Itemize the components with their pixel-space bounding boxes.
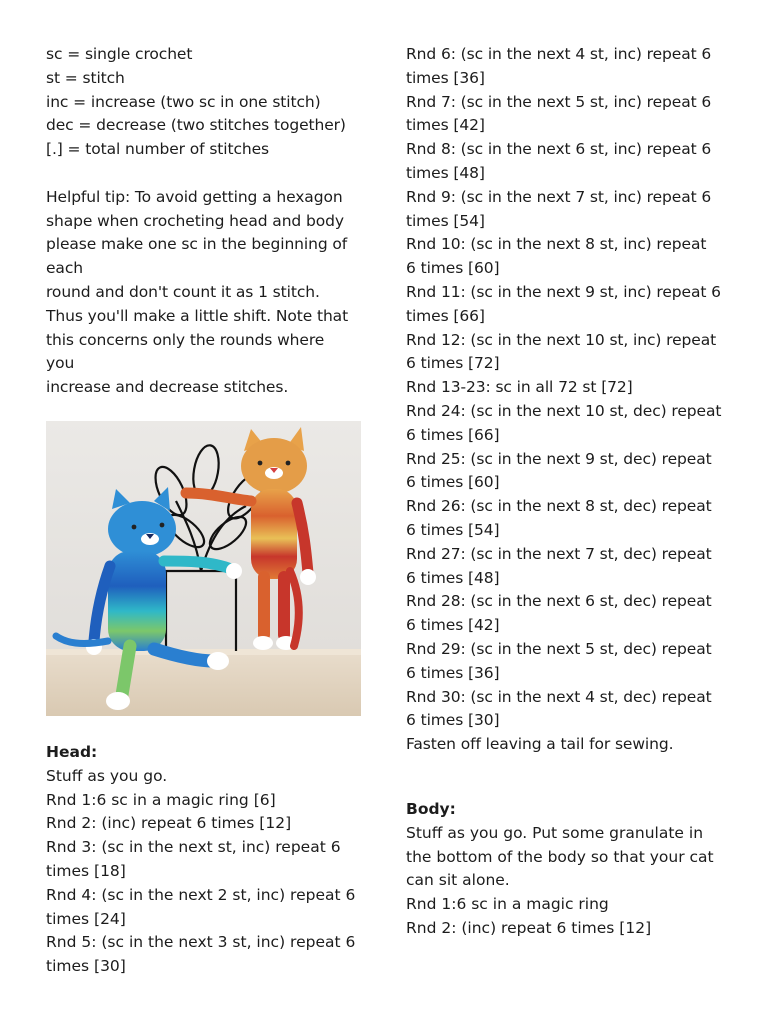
head-line: Rnd 4: (sc in the next 2 st, inc) repeat 6 bbox=[46, 885, 356, 904]
head-line: Rnd 2: (inc) repeat 6 times [12] bbox=[46, 814, 292, 833]
legend-line: sc = single crochet bbox=[46, 45, 193, 63]
helpful-tip bbox=[46, 186, 376, 400]
round-line: Rnd 11: (sc in the next 9 st, inc) repeat 6 bbox=[406, 282, 721, 301]
body-line: Rnd 1:6 sc in a magic ring bbox=[406, 895, 609, 914]
tip-line: shape when crocheting head and body bbox=[46, 211, 344, 230]
legend-line: dec = decrease (two stitches together) bbox=[46, 116, 346, 135]
tip-line: please make one sc in the beginning of bbox=[46, 235, 348, 254]
left-column bbox=[46, 43, 376, 400]
round-line: Rnd 7: (sc in the next 5 st, inc) repeat 6 bbox=[406, 92, 712, 111]
fasten-off-line: Fasten off leaving a tail for sewing. bbox=[406, 735, 674, 754]
legend-line: st = stitch bbox=[46, 68, 125, 87]
head-line: Rnd 3: (sc in the next st, inc) repeat 6 bbox=[46, 838, 341, 857]
round-line: Rnd 27: (sc in the next 7 st, dec) repeat bbox=[406, 544, 712, 563]
round-line: 6 times [30] bbox=[406, 711, 500, 730]
tip-line: Helpful tip: To avoid getting a hexagon bbox=[46, 187, 343, 206]
round-line: Rnd 26: (sc in the next 8 st, dec) repeat bbox=[406, 497, 712, 516]
round-line: Rnd 9: (sc in the next 7 st, inc) repeat 6 bbox=[406, 187, 712, 206]
body-line: Stuff as you go. Put some granulate in bbox=[406, 823, 704, 842]
spacer bbox=[46, 162, 376, 186]
photo-illustration bbox=[46, 421, 361, 716]
round-line: 6 times [42] bbox=[406, 616, 500, 635]
round-line: Rnd 25: (sc in the next 9 st, dec) repeat bbox=[406, 449, 712, 468]
body-line: can sit alone. bbox=[406, 871, 510, 890]
head-line: times [30] bbox=[46, 957, 126, 976]
round-line: Rnd 13-23: sc in all 72 st [72] bbox=[406, 378, 633, 397]
round-line: times [42] bbox=[406, 116, 485, 135]
body-line: Rnd 2: (inc) repeat 6 times [12] bbox=[406, 918, 652, 937]
tip-line: round and don't count it as 1 stitch. bbox=[46, 282, 320, 301]
head-line: Stuff as you go. bbox=[46, 766, 168, 785]
body-instructions bbox=[406, 798, 736, 941]
tip-line: Thus you'll make a little shift. Note that bbox=[46, 306, 349, 325]
abbreviation-legend bbox=[46, 43, 376, 162]
round-line: times [54] bbox=[406, 211, 485, 230]
round-line: 6 times [72] bbox=[406, 354, 500, 373]
head-instructions bbox=[46, 741, 376, 979]
round-line: 6 times [36] bbox=[406, 663, 500, 682]
round-line: times [66] bbox=[406, 306, 485, 325]
round-line: Rnd 12: (sc in the next 10 st, inc) repeat bbox=[406, 330, 717, 349]
round-line: 6 times [48] bbox=[406, 568, 500, 587]
round-line: 6 times [54] bbox=[406, 520, 500, 539]
round-line: times [36] bbox=[406, 68, 485, 87]
round-line: 6 times [60] bbox=[406, 259, 500, 278]
tip-line: this concerns only the rounds where bbox=[46, 330, 325, 349]
round-line: 6 times [60] bbox=[406, 473, 500, 492]
tip-line: each bbox=[46, 259, 83, 278]
round-line: Rnd 28: (sc in the next 6 st, dec) repeat bbox=[406, 592, 712, 611]
round-line: Rnd 29: (sc in the next 5 st, dec) repeat bbox=[406, 639, 712, 658]
head-line: times [24] bbox=[46, 909, 126, 928]
legend-line: inc = increase (two sc in one stitch) bbox=[46, 92, 321, 111]
round-line: Rnd 30: (sc in the next 4 st, dec) repeat bbox=[406, 687, 712, 706]
head-line: Rnd 5: (sc in the next 3 st, inc) repeat 6 bbox=[46, 933, 356, 952]
body-title: Body: bbox=[406, 800, 456, 818]
right-column bbox=[406, 43, 736, 757]
round-line: Rnd 8: (sc in the next 6 st, inc) repeat 6 bbox=[406, 140, 712, 159]
round-line: 6 times [66] bbox=[406, 425, 500, 444]
round-line: Rnd 24: (sc in the next 10 st, dec) repeat bbox=[406, 401, 722, 420]
head-title: Head: bbox=[46, 743, 98, 761]
round-line: Rnd 10: (sc in the next 8 st, inc) repeat bbox=[406, 235, 707, 254]
tip-line: increase and decrease stitches. bbox=[46, 378, 289, 397]
tip-line: you bbox=[46, 354, 75, 373]
body-line: the bottom of the body so that your cat bbox=[406, 847, 714, 866]
round-line: Rnd 6: (sc in the next 4 st, inc) repeat 6 bbox=[406, 45, 712, 63]
legend-line: [.] = total number of stitches bbox=[46, 140, 270, 159]
round-line: times [48] bbox=[406, 163, 485, 182]
amigurumi-cats-photo bbox=[46, 421, 361, 716]
head-line: Rnd 1:6 sc in a magic ring [6] bbox=[46, 790, 276, 809]
head-line: times [18] bbox=[46, 861, 126, 880]
